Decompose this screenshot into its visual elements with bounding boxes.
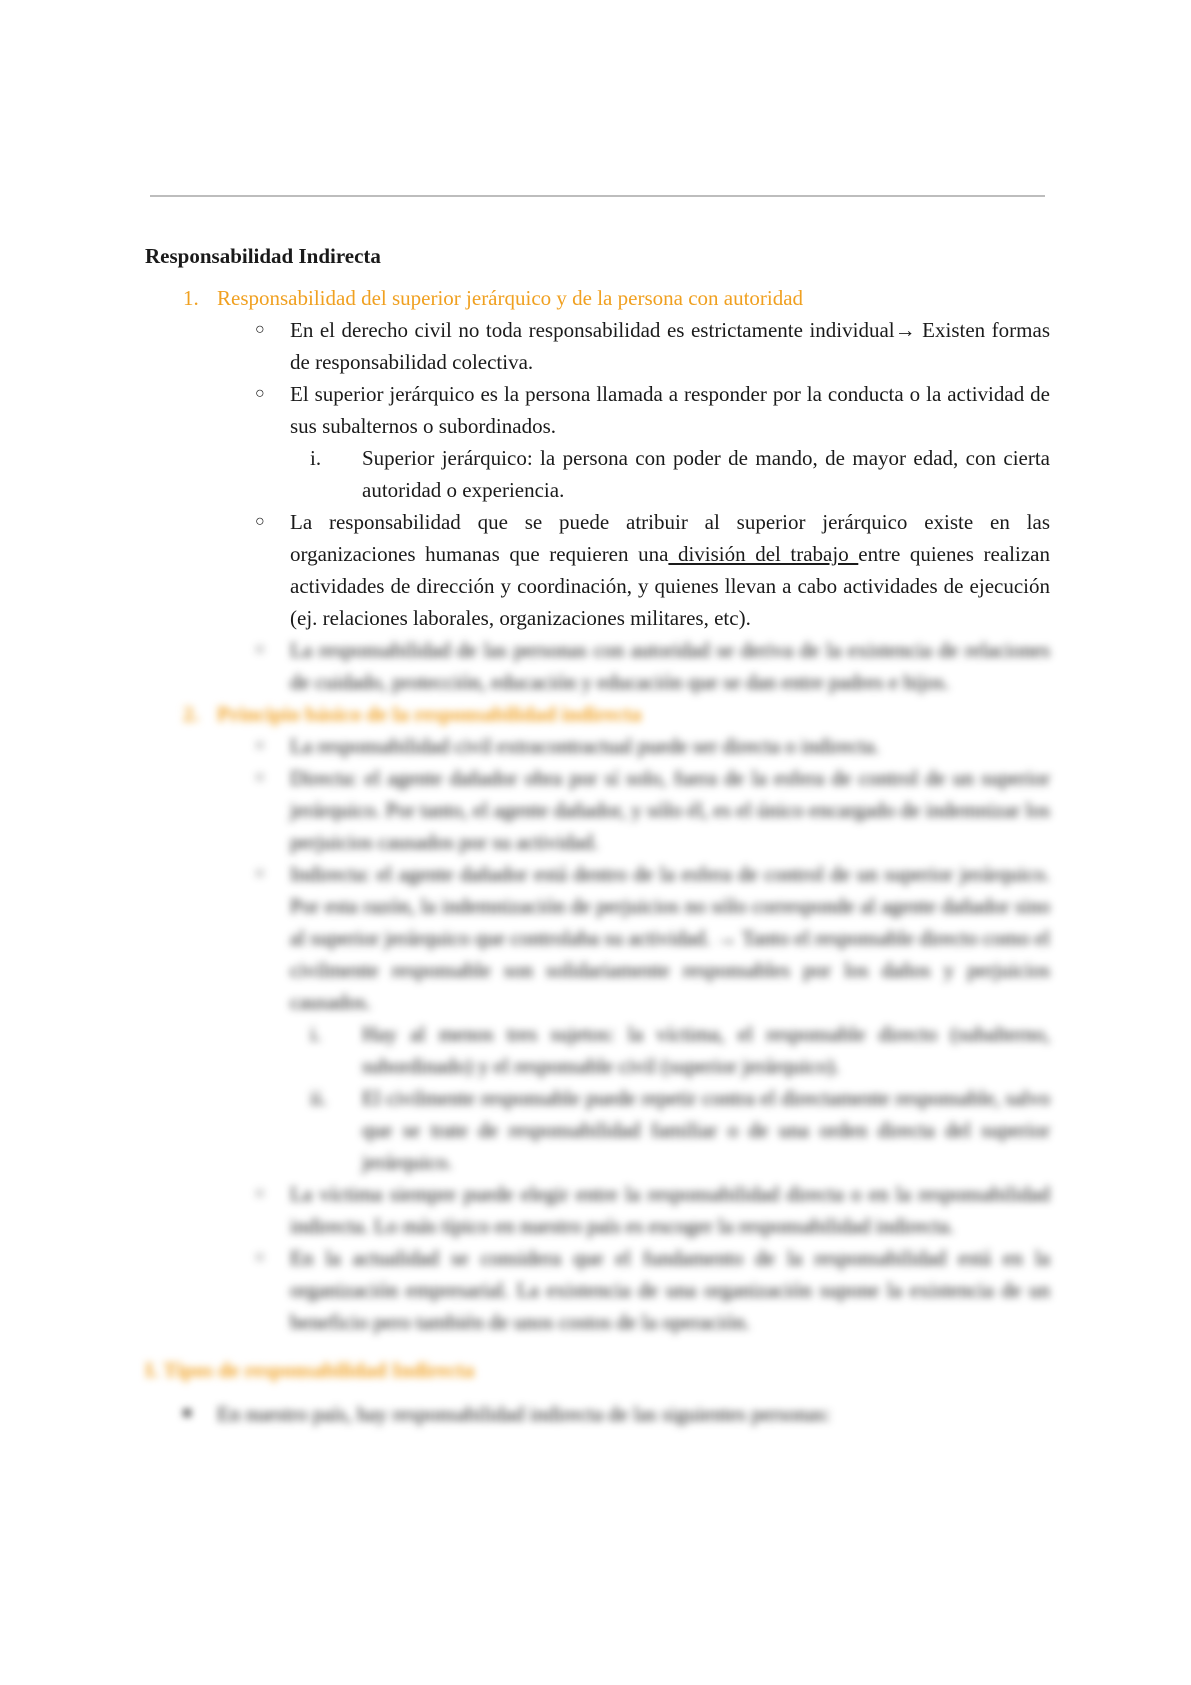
list-item [145,1242,1050,1338]
sub-list-item [145,1082,1050,1178]
list-item [145,730,1050,762]
hollow-circle-bullet-icon: ○ [255,865,265,882]
hollow-circle-bullet-icon: ○ [255,737,265,754]
hollow-circle-bullet-icon: ○ [255,1249,265,1266]
list-item-text: Indirecta: el agente dañador está dentro de la esfera de control de un superior jerárquico. Por esta razón, la indemnización de perjuicios no sólo corresponde al agente dañador sino al superior jerárquico que controlaba su actividad. → Tanto el responsable directo como el civilmente responsable son solidariamente responsables por los daños y perjuicios causados. [290,862,1050,1014]
list-item-text-continued: entre quienes realizan actividades de dirección y coordinación, y quienes llevan a cabo actividades de ejecución (ej. relaciones laborales, organizaciones militares, etc). [290,542,1050,630]
filled-square-bullet-icon: ■ [183,1406,192,1421]
list-item [145,314,1050,378]
list-item-text: La víctima siempre puede elegir entre la responsabilidad directa o en la responsabilidad indirecta. Lo más típico en nuestro país es escoger la responsabilidad indirecta. [290,1182,1050,1238]
list-item [145,506,1050,634]
section-3-heading: I. Tipos de responsabilidad Indirecta [145,1358,475,1382]
section-1-number: 1. [183,286,199,310]
list-item-text: La responsabilidad que se puede atribuir al superior jerárquico existe en las organizaciones humanas que requieren una [290,510,1050,566]
sub-list-item-text: Superior jerárquico: la persona con poder de mando, de mayor edad, con cierta autoridad o experiencia. [362,446,1050,502]
hollow-circle-bullet-icon: ○ [255,513,265,530]
hollow-circle-bullet-icon: ○ [255,1185,265,1202]
section-2-number: 2. [183,702,199,726]
sub-list-item [145,442,1050,506]
blurred-preview-region [145,634,1050,1430]
section-1-heading [145,282,1050,314]
list-item [145,762,1050,858]
roman-numeral-marker: i. [310,446,322,470]
hollow-circle-bullet-icon: ○ [255,641,265,658]
list-item [145,858,1050,1018]
list-item-text: Directa: el agente dañador obra por sí solo, fuera de la esfera de control de un superior jerárquico. Por tanto, el agente dañador, y sólo él, es el único encargado de indemnizar los perjuicios causados por su actividad. [290,766,1050,854]
roman-numeral-marker: ii. [310,1086,327,1110]
section-2-heading [145,698,1050,730]
sub-list-item-text: El civilmente responsable puede repetir contra el directamente responsable, salvo que se trate de responsabilidad familiar o de una orden directa del superior jerárquico. [362,1086,1050,1174]
section-1-heading-text: Responsabilidad del superior jerárquico y de la persona con autoridad [217,286,804,310]
list-item-text: En nuestro país, hay responsabilidad indirecta de las siguientes personas: [217,1402,831,1426]
list-item-text: La responsabilidad civil extracontractual puede ser directa o indirecta. [290,734,880,758]
list-item [145,1398,1050,1430]
list-item [145,378,1050,442]
header-divider [150,195,1045,197]
list-item-text: En el derecho civil no toda responsabilidad es estrictamente individual→ Existen formas de responsabilidad colectiva. [290,318,1050,374]
hollow-circle-bullet-icon: ○ [255,769,265,786]
list-item-text: En la actualidad se considera que el fundamento de la responsabilidad está en la organización empresarial. La existencia de una organización supone la existencia de un beneficio pero también de unos costos de la operación. [290,1246,1050,1334]
roman-numeral-marker: i. [310,1022,322,1046]
hollow-circle-bullet-icon: ○ [255,385,265,402]
sub-list-item [145,1018,1050,1082]
list-item-text: El superior jerárquico es la persona llamada a responder por la conducta o la actividad de sus subalternos o subordinados. [290,382,1050,438]
list-item-text: La responsabilidad de las personas con autoridad se deriva de la existencia de relaciones de cuidado, protección, educación y educación que se dan entre padres e hijos. [290,638,1050,694]
section-2-heading-text: Principio básico de la responsabilidad indirecta [217,702,642,726]
hollow-circle-bullet-icon: ○ [255,321,265,338]
sub-list-item-text: Hay al menos tres sujetos: la víctima, el responsable directo (subalterno, subordinado) y el responsable civil (superior jerárquico). [362,1022,1050,1078]
document-title: Responsabilidad Indirecta [145,244,381,268]
document-body [145,240,1050,1430]
underlined-term: división del trabajo [668,542,859,566]
list-item [145,1178,1050,1242]
list-item [145,634,1050,698]
